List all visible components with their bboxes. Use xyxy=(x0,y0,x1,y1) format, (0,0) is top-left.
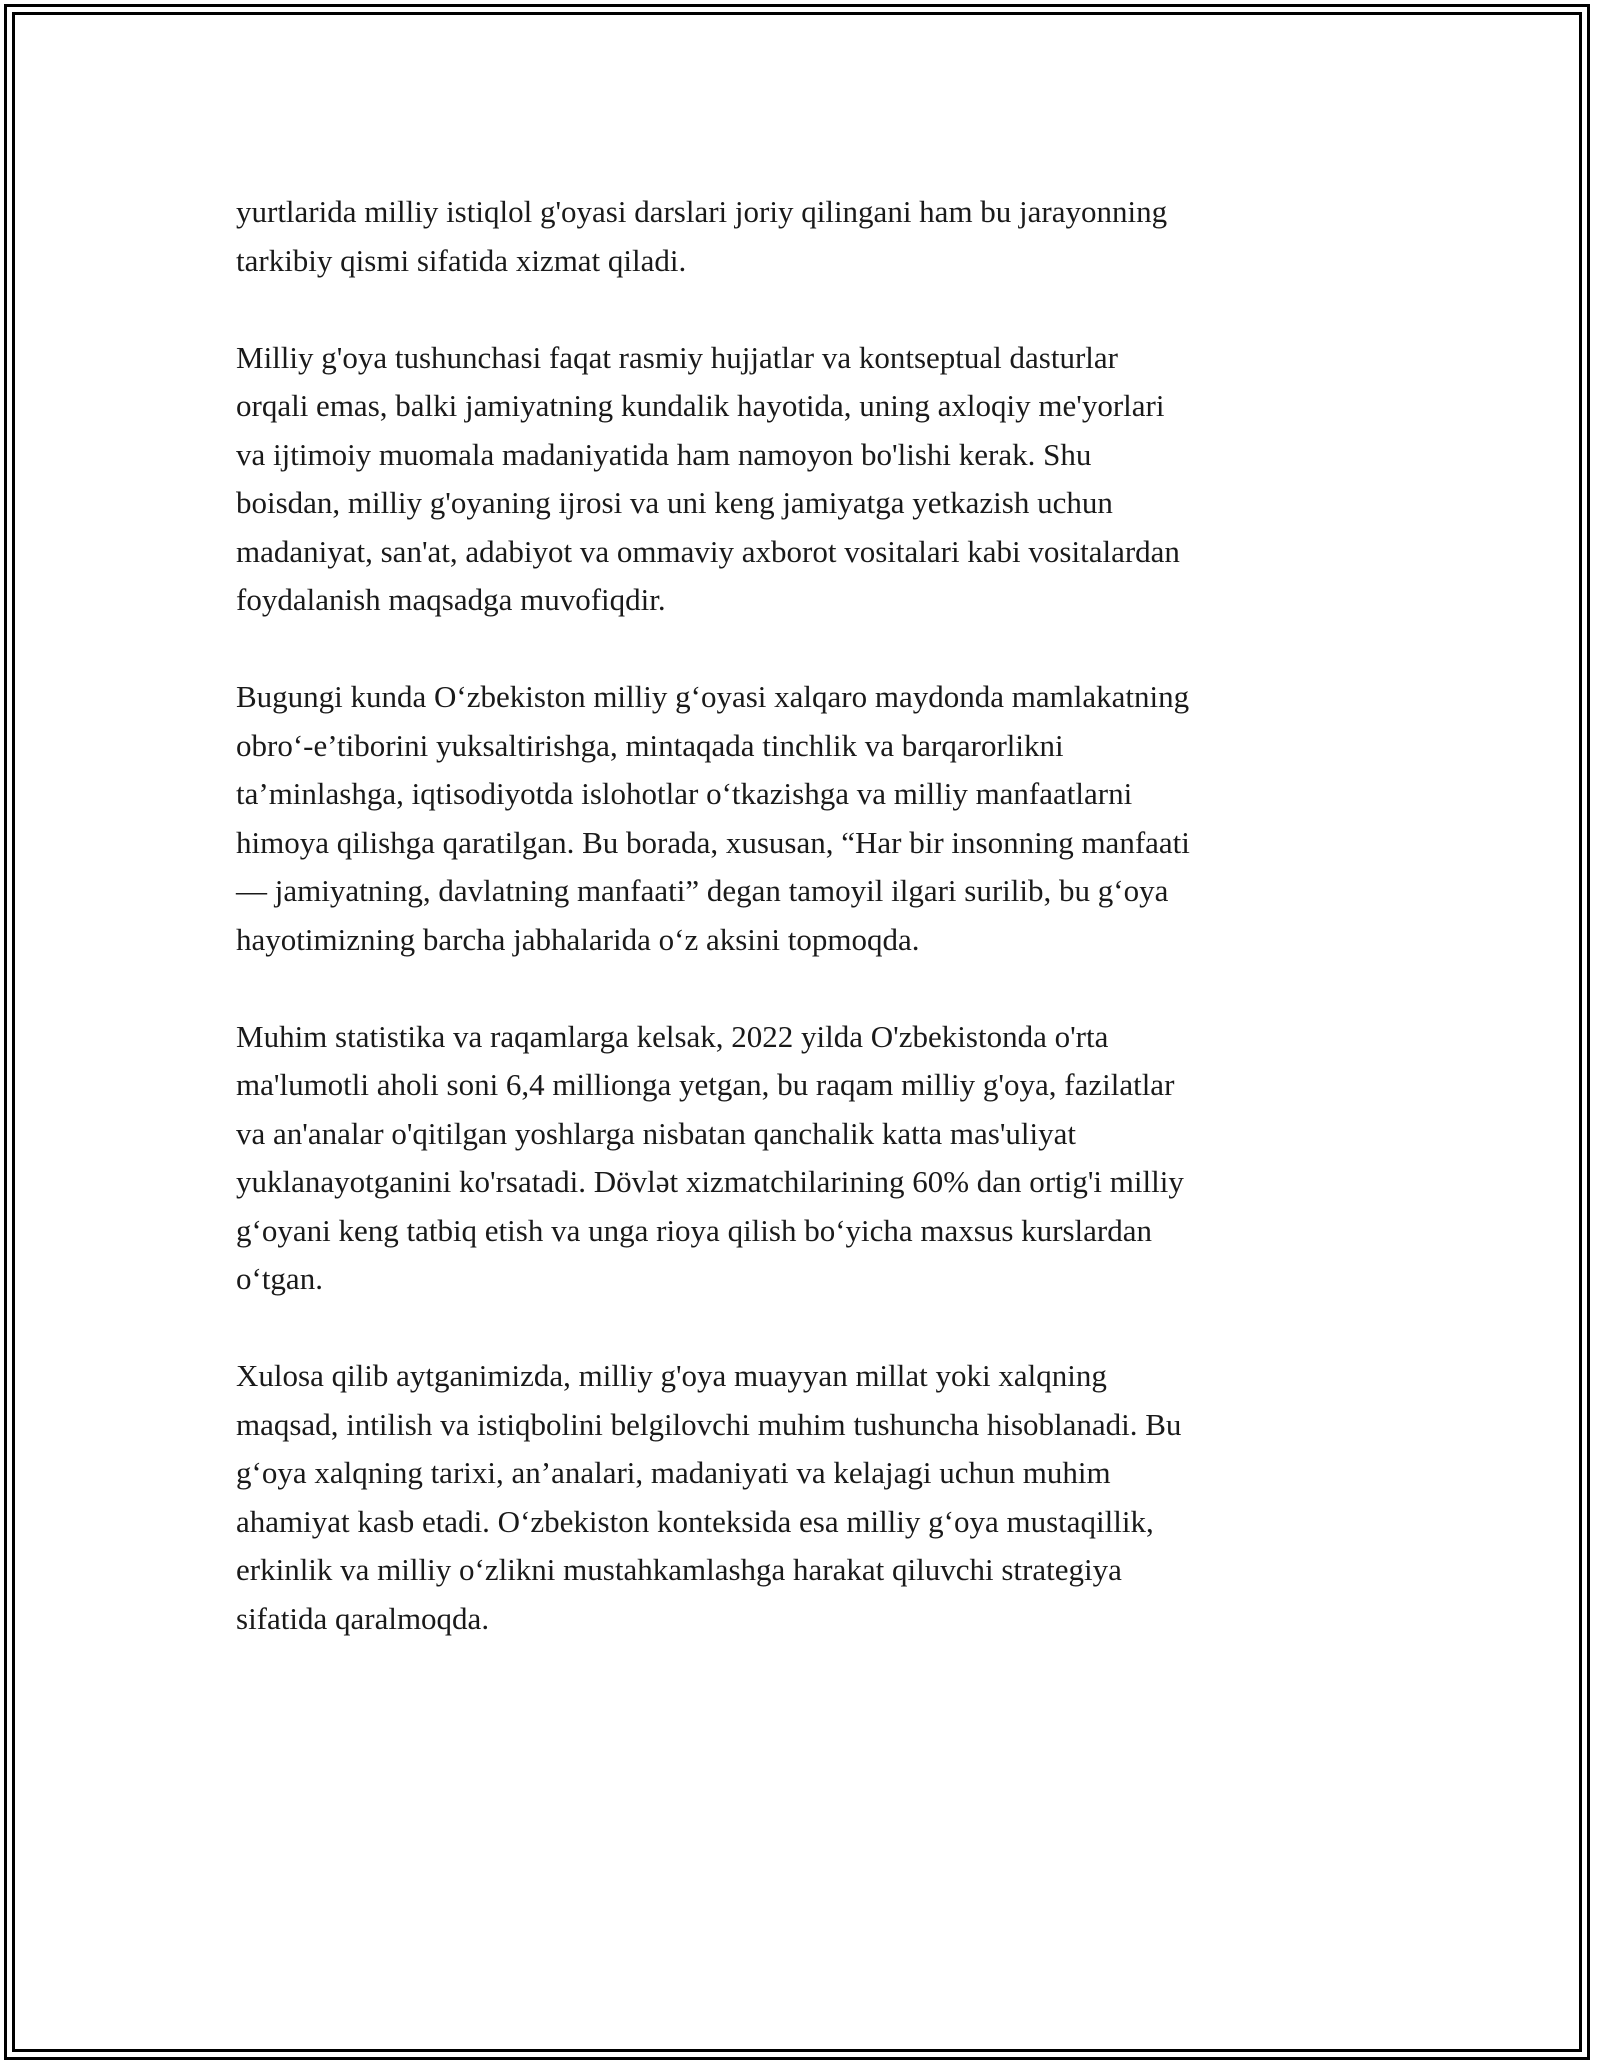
text-line: hayotimizning barcha jabhalarida o‘z aksini topmoqda. xyxy=(236,921,920,957)
text-line: maqsad, intilish va istiqbolini belgilovchi muhim tushuncha hisoblanadi. Bu xyxy=(236,1406,1182,1442)
paragraph-2 xyxy=(236,334,1376,625)
text-line: tarkibiy qismi sifatida xizmat qiladi. xyxy=(236,242,687,278)
text-line: va an'analar o'qitilgan yoshlarga nisbatan qanchalik katta mas'uliyat xyxy=(236,1115,1076,1151)
text-line: sifatida qaralmoqda. xyxy=(236,1600,490,1636)
text-line: va ijtimoiy muomala madaniyatida ham namoyon bo'lishi kerak. Shu xyxy=(236,436,1092,472)
text-line: Xulosa qilib aytganimizda, milliy g'oya muayyan millat yoki xalqning xyxy=(236,1358,1107,1393)
text-line: Milliy g'oya tushunchasi faqat rasmiy hujjatlar va kontseptual dasturlar xyxy=(236,339,1118,375)
text-line: g‘oyani keng tatbiq etish va unga rioya qilish bo‘yicha maxsus kurslardan xyxy=(236,1212,1153,1248)
text-line: yurtlarida milliy istiqlol g'oyasi darslari joriy qilingani ham bu jarayonning xyxy=(236,194,1168,229)
text-line: — jamiyatning, davlatning manfaati” degan tamoyil ilgari surilib, bu g‘oya xyxy=(236,873,1169,908)
text-line: erkinlik va milliy o‘zlikni mustahkamlashga harakat qiluvchi strategiya xyxy=(236,1552,1122,1587)
text-line: orqali emas, balki jamiyatning kundalik hayotida, uning axloqiy me'yorlari xyxy=(236,388,1165,423)
text-line: Muhim statistika va raqamlarga kelsak, 2022 yilda O'zbekistonda o'rta xyxy=(236,1018,1109,1054)
text-line: himoya qilishga qaratilgan. Bu borada, xususan, “Har bir insonning manfaati xyxy=(236,824,1190,860)
text-line: yuklanayotganini ko'rsatadi. Dövlət xizmatchilarining 60% dan ortig'i milliy xyxy=(236,1164,1184,1199)
text-line: g‘oya xalqning tarixi, an’analari, madaniyati va kelajagi uchun muhim xyxy=(236,1455,1111,1490)
text-line: boisdan, milliy g'oyaning ijrosi va uni keng jamiyatga yetkazish uchun xyxy=(236,485,1113,520)
text-line: ahamiyat kasb etadi. O‘zbekiston konteksida esa milliy g‘oya mustaqillik, xyxy=(236,1503,1154,1539)
paragraph-5 xyxy=(236,1352,1376,1643)
text-line: foydalanish maqsadga muvofiqdir. xyxy=(236,582,666,617)
paragraph-3 xyxy=(236,673,1376,964)
text-line: madaniyat, san'at, adabiyot va ommaviy axborot vositalari kabi vositalardan xyxy=(236,533,1180,569)
text-line: obro‘-e’tiborini yuksaltirishga, mintaqada tinchlik va barqarorlikni xyxy=(236,727,1064,763)
text-line: Bugungi kunda O‘zbekiston milliy g‘oyasi xalqaro maydonda mamlakatning xyxy=(236,679,1190,714)
text-line: ma'lumotli aholi soni 6,4 millionga yetgan, bu raqam milliy g'oya, fazilatlar xyxy=(236,1067,1175,1102)
text-line: o‘tgan. xyxy=(236,1261,323,1296)
paragraph-4 xyxy=(236,1013,1376,1304)
document-body xyxy=(236,188,1376,1643)
paragraph-1 xyxy=(236,188,1376,285)
text-line: ta’minlashga, iqtisodiyotda islohotlar o‘tkazishga va milliy manfaatlarni xyxy=(236,776,1133,811)
